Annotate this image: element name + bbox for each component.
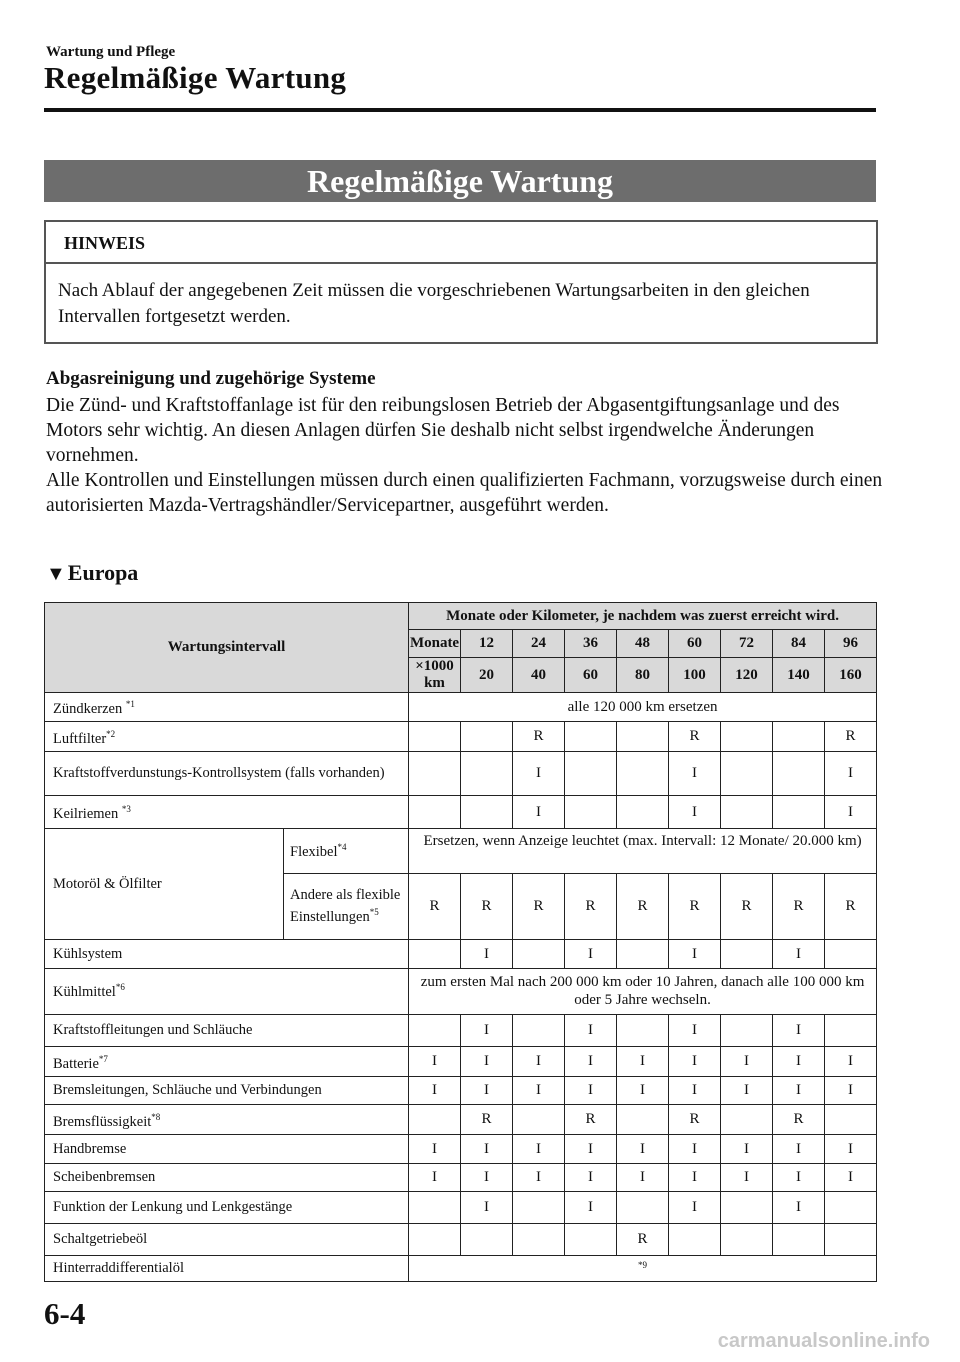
paragraph-2: Alle Kontrollen und Einstellungen müssen durch einen qualifizierten Fachmann, vorzugsweise durch einen autorisierten Mazda-Vertragshändler/Servicepartner, ausgeführt werden.	[46, 470, 883, 516]
title-rule	[44, 108, 876, 112]
value-cell	[409, 1192, 461, 1224]
value-cell: I	[461, 940, 513, 969]
page-title: Regelmäßige Wartung	[44, 60, 347, 95]
value-cell	[721, 940, 773, 969]
value-cell: R	[565, 1105, 617, 1135]
month-cell: 36	[565, 630, 617, 658]
km-cell: 40	[513, 658, 565, 693]
value-cell: I	[669, 940, 721, 969]
km-cell: 100	[669, 658, 721, 693]
table-row	[45, 969, 877, 1015]
row-span-footnote: *9	[409, 1256, 877, 1282]
value-cell	[409, 722, 461, 752]
table-row	[45, 1164, 877, 1192]
value-cell	[721, 752, 773, 796]
value-cell	[617, 1105, 669, 1135]
value-cell: I	[409, 1164, 461, 1192]
table-row	[45, 1135, 877, 1164]
row-label: Hinterraddifferentialöl	[45, 1256, 409, 1282]
value-cell: R	[669, 1105, 721, 1135]
row-span-text: alle 120 000 km ersetzen	[409, 693, 877, 722]
table-row	[45, 1077, 877, 1105]
value-cell	[773, 796, 825, 829]
value-cell: I	[461, 1192, 513, 1224]
value-cell	[721, 1015, 773, 1047]
table-row	[45, 796, 877, 829]
value-cell	[773, 1224, 825, 1256]
km-cell: 140	[773, 658, 825, 693]
row-label: Schaltgetriebeöl	[45, 1224, 409, 1256]
row-label: Scheibenbremsen	[45, 1164, 409, 1192]
value-cell: I	[669, 1164, 721, 1192]
km-cell: 120	[721, 658, 773, 693]
km-cell: 20	[461, 658, 513, 693]
value-cell: I	[409, 1047, 461, 1077]
table-row	[45, 1105, 877, 1135]
note-text: Nach Ablauf der angegebenen Zeit müssen die vorgeschriebenen Wartungsarbeiten in den gleichen Intervallen fortgesetzt werden.	[58, 280, 810, 327]
value-cell: I	[565, 1047, 617, 1077]
value-cell	[513, 1192, 565, 1224]
value-cell: I	[721, 1077, 773, 1105]
table-row	[45, 1224, 877, 1256]
value-cell	[721, 722, 773, 752]
value-cell	[617, 722, 669, 752]
value-cell: R	[461, 874, 513, 940]
month-cell: 72	[721, 630, 773, 658]
value-cell: I	[617, 1164, 669, 1192]
value-cell: I	[669, 1047, 721, 1077]
row-label: Kraftstoffleitungen und Schläuche	[45, 1015, 409, 1047]
value-cell: I	[773, 940, 825, 969]
row-label: Bremsleitungen, Schläuche und Verbindungen	[45, 1077, 409, 1105]
value-cell: I	[669, 1077, 721, 1105]
row-label: Keilriemen $^{*3}$	[45, 796, 409, 829]
value-cell: I	[669, 752, 721, 796]
watermark: carmanualsonline.info	[717, 1330, 930, 1352]
value-cell	[409, 1015, 461, 1047]
page-number: 6-4	[44, 1296, 86, 1331]
row-span-text: Ersetzen, wenn Anzeige leuchtet (max. Intervall: 12 Monate/ 20.000 km)	[409, 829, 877, 874]
value-cell	[565, 1224, 617, 1256]
value-cell: I	[461, 1077, 513, 1105]
value-cell: I	[565, 1077, 617, 1105]
table-row	[45, 829, 877, 874]
month-cell: 84	[773, 630, 825, 658]
value-cell	[669, 1224, 721, 1256]
value-cell: I	[617, 1135, 669, 1164]
value-cell	[721, 1224, 773, 1256]
region-label: Europa	[67, 560, 139, 585]
emission-subheading: Abgasreinigung und zugehörige Systeme	[46, 368, 376, 389]
value-cell: I	[825, 752, 877, 796]
value-cell: R	[669, 722, 721, 752]
value-cell	[565, 796, 617, 829]
value-cell: I	[513, 752, 565, 796]
value-cell	[513, 940, 565, 969]
value-cell: I	[721, 1164, 773, 1192]
value-cell	[565, 722, 617, 752]
value-cell: I	[461, 1015, 513, 1047]
value-cell: R	[617, 874, 669, 940]
value-cell	[617, 1015, 669, 1047]
value-cell	[409, 1224, 461, 1256]
value-cell: I	[669, 1015, 721, 1047]
value-cell	[461, 796, 513, 829]
value-cell	[825, 940, 877, 969]
region-heading	[46, 560, 138, 586]
table-row	[45, 1256, 877, 1282]
value-cell: R	[825, 874, 877, 940]
value-cell	[721, 1192, 773, 1224]
row-span-text: zum ersten Mal nach 200 000 km oder 10 Jahren, danach alle 100 000 km oder 5 Jahre wechseln.	[409, 969, 877, 1015]
value-cell	[721, 796, 773, 829]
value-cell: I	[617, 1077, 669, 1105]
value-cell: I	[513, 1077, 565, 1105]
value-cell	[409, 752, 461, 796]
value-cell: I	[773, 1192, 825, 1224]
table-row	[45, 722, 877, 752]
km-cell: 160	[825, 658, 877, 693]
value-cell	[825, 1192, 877, 1224]
row-label: Batterie$^{*7}$	[45, 1047, 409, 1077]
paragraph-1: Die Zünd- und Kraftstoffanlage ist für den reibungslosen Betrieb der Abgasentgiftungsanlage und des Motors sehr wichtig. An diesen Anlagen dürfen Sie deshalb nicht selbst irgendwelche Änderungen vornehmen.	[46, 395, 840, 466]
note-heading: HINWEIS	[46, 222, 876, 264]
row-label: Funktion der Lenkung und Lenkgestänge	[45, 1192, 409, 1224]
value-cell	[721, 1105, 773, 1135]
value-cell: I	[669, 1135, 721, 1164]
value-cell	[565, 752, 617, 796]
value-cell: R	[773, 1105, 825, 1135]
table-row	[45, 1192, 877, 1224]
row-label: Handbremse	[45, 1135, 409, 1164]
row-label: Luftfilter$^{*2}$	[45, 722, 409, 752]
table-row	[45, 693, 877, 722]
table-header-row	[45, 603, 877, 630]
value-cell: R	[721, 874, 773, 940]
triangle-down-icon: ▼	[46, 563, 66, 585]
table-row	[45, 940, 877, 969]
value-cell: I	[513, 796, 565, 829]
interval-header: Wartungsintervall	[45, 603, 409, 693]
value-cell	[617, 752, 669, 796]
sub-row-label: Flexibel$^{*4}$	[284, 829, 409, 874]
value-cell	[461, 752, 513, 796]
months-label: Monate	[409, 630, 461, 658]
value-cell	[617, 796, 669, 829]
km-cell: 60	[565, 658, 617, 693]
value-cell: I	[461, 1047, 513, 1077]
value-cell: I	[825, 796, 877, 829]
value-cell: I	[773, 1135, 825, 1164]
value-cell: I	[825, 1135, 877, 1164]
value-cell: I	[565, 1135, 617, 1164]
value-cell: I	[773, 1015, 825, 1047]
row-label: Kraftstoffverdunstungs-Kontrollsystem (falls vorhanden)	[45, 752, 409, 796]
value-cell: I	[825, 1164, 877, 1192]
value-cell	[825, 1224, 877, 1256]
maintenance-table	[44, 602, 877, 1282]
row-label: Kühlsystem	[45, 940, 409, 969]
value-cell: R	[825, 722, 877, 752]
value-cell: I	[721, 1135, 773, 1164]
value-cell: R	[409, 874, 461, 940]
note-box	[44, 220, 878, 344]
value-cell: I	[825, 1077, 877, 1105]
value-cell	[617, 940, 669, 969]
value-cell: I	[565, 1015, 617, 1047]
value-cell: I	[513, 1164, 565, 1192]
value-cell: I	[669, 1192, 721, 1224]
value-cell	[773, 752, 825, 796]
value-cell: R	[513, 722, 565, 752]
value-cell	[409, 940, 461, 969]
row-label: Zündkerzen $^{*1}$	[45, 693, 409, 722]
value-cell: R	[513, 874, 565, 940]
sub-row-label: Andere als flexible Einstellungen$^{*5}$	[284, 874, 409, 940]
value-cell: R	[617, 1224, 669, 1256]
value-cell: I	[513, 1047, 565, 1077]
value-cell: I	[409, 1077, 461, 1105]
value-cell	[513, 1015, 565, 1047]
month-cell: 24	[513, 630, 565, 658]
value-cell: I	[461, 1135, 513, 1164]
value-cell	[461, 722, 513, 752]
month-cell: 48	[617, 630, 669, 658]
value-cell: I	[409, 1135, 461, 1164]
value-cell	[409, 1105, 461, 1135]
value-cell	[825, 1015, 877, 1047]
value-cell: I	[773, 1077, 825, 1105]
month-cell: 96	[825, 630, 877, 658]
month-cell: 12	[461, 630, 513, 658]
row-label: Bremsflüssigkeit$^{*8}$	[45, 1105, 409, 1135]
row-label: Motoröl & Ölfilter	[45, 829, 284, 940]
value-cell: I	[773, 1047, 825, 1077]
value-cell: R	[565, 874, 617, 940]
value-cell	[513, 1224, 565, 1256]
value-cell	[617, 1192, 669, 1224]
value-cell	[513, 1105, 565, 1135]
value-cell: I	[669, 796, 721, 829]
table-row	[45, 752, 877, 796]
value-cell: I	[825, 1047, 877, 1077]
value-cell: R	[669, 874, 721, 940]
value-cell	[773, 722, 825, 752]
table-row	[45, 1015, 877, 1047]
value-cell: R	[461, 1105, 513, 1135]
km-label: ×1000 km	[409, 658, 461, 693]
interval-note-header: Monate oder Kilometer, je nachdem was zuerst erreicht wird.	[409, 603, 877, 630]
value-cell	[409, 796, 461, 829]
row-label: Kühlmittel$^{*6}$	[45, 969, 409, 1015]
value-cell: I	[513, 1135, 565, 1164]
km-cell: 80	[617, 658, 669, 693]
value-cell: I	[565, 1164, 617, 1192]
value-cell: I	[565, 940, 617, 969]
value-cell: I	[773, 1164, 825, 1192]
value-cell: I	[461, 1164, 513, 1192]
value-cell: R	[773, 874, 825, 940]
value-cell	[825, 1105, 877, 1135]
value-cell: I	[721, 1047, 773, 1077]
value-cell	[461, 1224, 513, 1256]
value-cell: I	[617, 1047, 669, 1077]
month-cell: 60	[669, 630, 721, 658]
table-row	[45, 1047, 877, 1077]
section-label: Wartung und Pflege	[46, 44, 176, 60]
section-banner: Regelmäßige Wartung	[44, 160, 876, 202]
value-cell: I	[565, 1192, 617, 1224]
